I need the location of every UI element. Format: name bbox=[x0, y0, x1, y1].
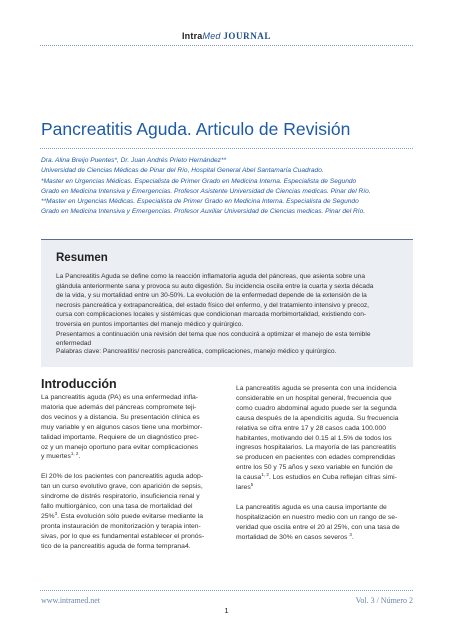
body-line: como cuadro abdominal agudo puede ser la segunda bbox=[236, 404, 397, 412]
title-divider bbox=[40, 148, 413, 149]
body-column-right bbox=[236, 384, 416, 542]
body-line: causa después de la apendicitis aguda. Su frecuencia bbox=[236, 414, 399, 422]
body-line: El 20% de los pacientes con pancreatitis aguda adop- bbox=[41, 473, 204, 481]
body-line: pronta instauración de monitorización y terapia inten- bbox=[41, 522, 201, 530]
author-affiliation-line: **Master en Urgencias Médicas. Especialista de Primer Grado en Medicina Interna. Especialista de Segundo bbox=[41, 198, 359, 206]
journal-brand-intra: Intra bbox=[181, 31, 203, 41]
abstract-heading: Resumen bbox=[56, 252, 108, 264]
body-line: dos vecinos y a distancia. Su presentación clínica es bbox=[41, 413, 200, 421]
abstract-line: troversia en puntos importantes del manejo médico y quirúrgico. bbox=[56, 320, 244, 328]
abstract-line: La Pancreatitis Aguda se define como la reacción inflamatoria aguda del páncreas, que asienta sobre una bbox=[56, 273, 366, 280]
body-line: relativa se cifra entre 17 y 28 casos cada 100.000 bbox=[236, 424, 386, 432]
abstract-line: necrosis pancreática y extrapancreática, del estado físico del enfermo, y del tratamiento intensivo y precoz, bbox=[56, 301, 369, 309]
citation-superscript: 1, 2 bbox=[70, 451, 79, 457]
body-line: considerable en un hospital general, frecuencia que bbox=[236, 394, 392, 402]
author-affiliation-line: Grado en Medicina Intensiva y Emergencias. Profesor Auxiliar Universidad de Ciencias medicas. Pinar del Río. bbox=[41, 208, 366, 216]
body-line: La pancreatitis aguda (PA) es una enfermedad infla- bbox=[41, 394, 199, 401]
abstract-body bbox=[56, 272, 406, 349]
body-line: hospitalización en nuestro medio con un rango de se- bbox=[236, 513, 398, 521]
body-line: y muertes$^{1, 2}$. bbox=[41, 451, 81, 461]
header-divider bbox=[40, 45, 413, 46]
footer-volume: Vol. 3 / Número 2 bbox=[355, 596, 413, 605]
body-column-left bbox=[41, 393, 221, 551]
body-line: mortalidad de 30% en casos severos $^3$. bbox=[236, 531, 354, 541]
abstract-keywords: Palabras clave: Pancreatitis/ necrosis pancreática, complicaciones, manejo médico y quirúrgico. bbox=[56, 348, 337, 355]
body-line: La pancreatitis aguda se presenta con una incidencia bbox=[236, 385, 397, 392]
body-line: habitantes, motivando del 0.15 al 1.5% de todos los bbox=[236, 434, 392, 442]
body-line: veridad que oscila entre el 20 al 25%, con una tasa de bbox=[236, 523, 400, 531]
page-number: 1 bbox=[224, 606, 229, 615]
section-heading-introduction: Introducción bbox=[41, 377, 117, 391]
citation-superscript: 5 bbox=[250, 482, 254, 488]
abstract-line: cursa con complicaciones locales y sistémicas que condicionan marcada morbimortalidad, existiendo con- bbox=[56, 311, 367, 319]
abstract-line: Presentamos a continuación una revisión del tema que nos conducirá a optimizar el manejo de esta temible bbox=[56, 330, 371, 338]
journal-brand-med: Med bbox=[202, 31, 221, 41]
author-affiliation-line: *Master en Urgencias Médicas. Especialista de Primer Grado en Medicina Interna. Especialista de Segundo bbox=[41, 177, 357, 185]
author-affiliation-line: Universidad de Ciencias Médicas de Pinar del Río, Hospital General Abel Santamaría Cuadrado. bbox=[41, 167, 324, 175]
footer-divider bbox=[40, 590, 413, 591]
body-line: La pancreatitis aguda es una causa importante de bbox=[236, 503, 387, 511]
body-line: matoria que además del páncreas compromete teji- bbox=[41, 403, 197, 411]
body-line: tico de la pancreatitis aguda de forma temprana4. bbox=[41, 542, 191, 550]
journal-brand-journal: JOURNAL bbox=[223, 31, 272, 41]
authors-affiliations bbox=[41, 156, 421, 218]
body-line: tan un curso evolutivo grave, con aparición de sepsis, bbox=[41, 483, 203, 491]
body-line: sivas, por lo que es fundamental establecer el pronós- bbox=[41, 532, 205, 540]
body-line: entre los 50 y 75 años y sexo variable en función de bbox=[236, 464, 393, 472]
author-names: Dra. Alina Breijo Puentes*, Dr. Juan Andrés Prieto Hernández** bbox=[41, 157, 227, 164]
body-line: se producen en pacientes con edades comprendidas bbox=[236, 454, 396, 462]
footer-website-link[interactable]: www.intramed.net bbox=[41, 596, 101, 605]
abstract-box bbox=[41, 239, 413, 367]
body-line: ingresos hospitalarios. La mayoría de las pancreatitis bbox=[236, 444, 397, 452]
citation-superscript: 1, 2 bbox=[261, 472, 269, 478]
body-line: 25%$^3$. Esta evolución sólo puede evitarse mediante la bbox=[41, 510, 203, 520]
article-title: Pancreatitis Aguda. Articulo de Revisión bbox=[41, 119, 351, 139]
body-line: oz y un manejo oportuno para evitar complicaciones bbox=[41, 443, 199, 451]
body-line: muy variable y en algunos casos tiene una morbimor- bbox=[41, 423, 203, 431]
abstract-line: de la vida, y su mortalidad entre un 30-50%. La evolución de la enfermedad depende de la extensión de la bbox=[56, 292, 367, 300]
abstract-line: glándula anteriormente sana y provoca su auto digestión. Su incidencia oscila entre la cuarta y sexta década bbox=[56, 282, 374, 290]
citation-superscript: 3 bbox=[349, 531, 352, 537]
journal-header bbox=[0, 31, 453, 41]
citation-superscript: 3 bbox=[54, 510, 58, 516]
abstract-line: enfermedad bbox=[56, 340, 92, 348]
body-line: fallo multiorgánico, con una tasa de mortalidad del bbox=[41, 502, 193, 510]
body-line: síndrome de distrés respiratorio, insuficiencia renal y bbox=[41, 493, 200, 501]
body-line: la causa$^{1, 2}$. Los estudios en Cuba reflejan cifras simi- bbox=[236, 472, 397, 482]
body-line: talidad importante. Requiere de un diagnóstico prec- bbox=[41, 433, 199, 441]
body-line: lares$^5$ bbox=[236, 482, 254, 492]
author-affiliation-line: Grado en Medicina Intensiva y Emergencias. Profesor Asistente Universidad de Ciencias medicas. Pinar del Río. bbox=[41, 187, 371, 195]
